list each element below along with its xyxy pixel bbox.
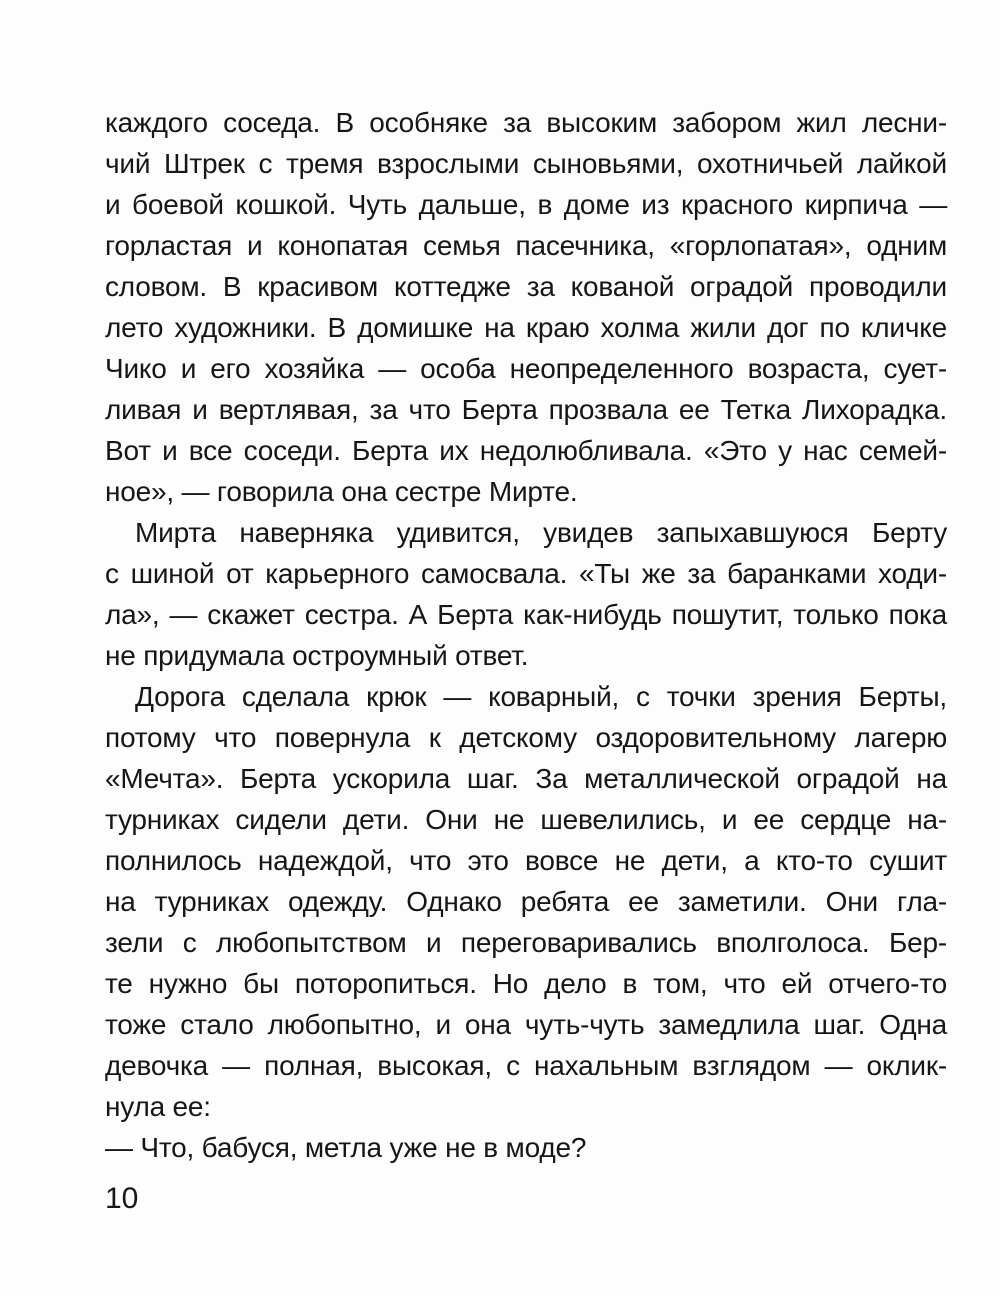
text-line: словом. В красивом коттедже за кованой оградой проводили: [105, 271, 947, 302]
text-line: ла», — скажет сестра. А Берта как-нибудь пошутит, только пока: [105, 599, 947, 630]
text-line: турниках сидели дети. Они не шевелились, и ее сердце на-: [105, 804, 947, 835]
text-line: — Что, бабуся, метла уже не в моде?: [105, 1132, 587, 1163]
text-line: потому что повернула к детскому оздоровительному лагерю: [105, 722, 947, 753]
text-line: Чико и его хозяйка — особа неопределенного возраста, сует-: [105, 353, 947, 384]
text-line: горластая и конопатая семья пасечника, «горлопатая», одним: [105, 230, 947, 261]
text-line: девочка — полная, высокая, с нахальным взглядом — оклик-: [105, 1050, 947, 1081]
text-line: лето художники. В домишке на краю холма жили дог по кличке: [105, 312, 947, 343]
text-line: каждого соседа. В особняке за высоким забором жил лесни-: [105, 107, 947, 138]
text-line: и боевой кошкой. Чуть дальше, в доме из красного кирпича —: [105, 189, 947, 220]
text-line: не придумала остроумный ответ.: [105, 640, 529, 671]
text-line: тоже стало любопытно, и она чуть-чуть замедлила шаг. Одна: [105, 1009, 947, 1040]
page-number: 10: [105, 1182, 139, 1215]
text-line: Вот и все соседи. Берта их недолюбливала. «Это у нас семей-: [105, 435, 947, 466]
text-line: Мирта наверняка удивится, увидев запыхавшуюся Берту: [135, 517, 947, 548]
body-text: [105, 102, 947, 1168]
text-line: с шиной от карьерного самосвала. «Ты же за баранками ходи-: [105, 558, 947, 589]
text-line: ное», — говорила она сестре Мирте.: [105, 476, 578, 507]
text-line: на турниках одежду. Однако ребята ее заметили. Они гла-: [105, 886, 947, 917]
text-line: «Мечта». Берта ускорила шаг. За металлической оградой на: [105, 763, 947, 794]
text-line: те нужно бы поторопиться. Но дело в том, что ей отчего-то: [105, 968, 947, 999]
text-line: зели с любопытством и переговаривались вполголоса. Бер-: [105, 927, 947, 958]
text-line: полнилось надеждой, что это вовсе не дети, а кто-то сушит: [105, 845, 947, 876]
text-line: нула ее:: [105, 1091, 211, 1122]
text-line: ливая и вертлявая, за что Берта прозвала ее Тетка Лихорадка.: [105, 394, 947, 425]
text-line: чий Штрек с тремя взрослыми сыновьями, охотничьей лайкой: [105, 148, 947, 179]
text-line: Дорога сделала крюк — коварный, с точки зрения Берты,: [135, 681, 947, 712]
